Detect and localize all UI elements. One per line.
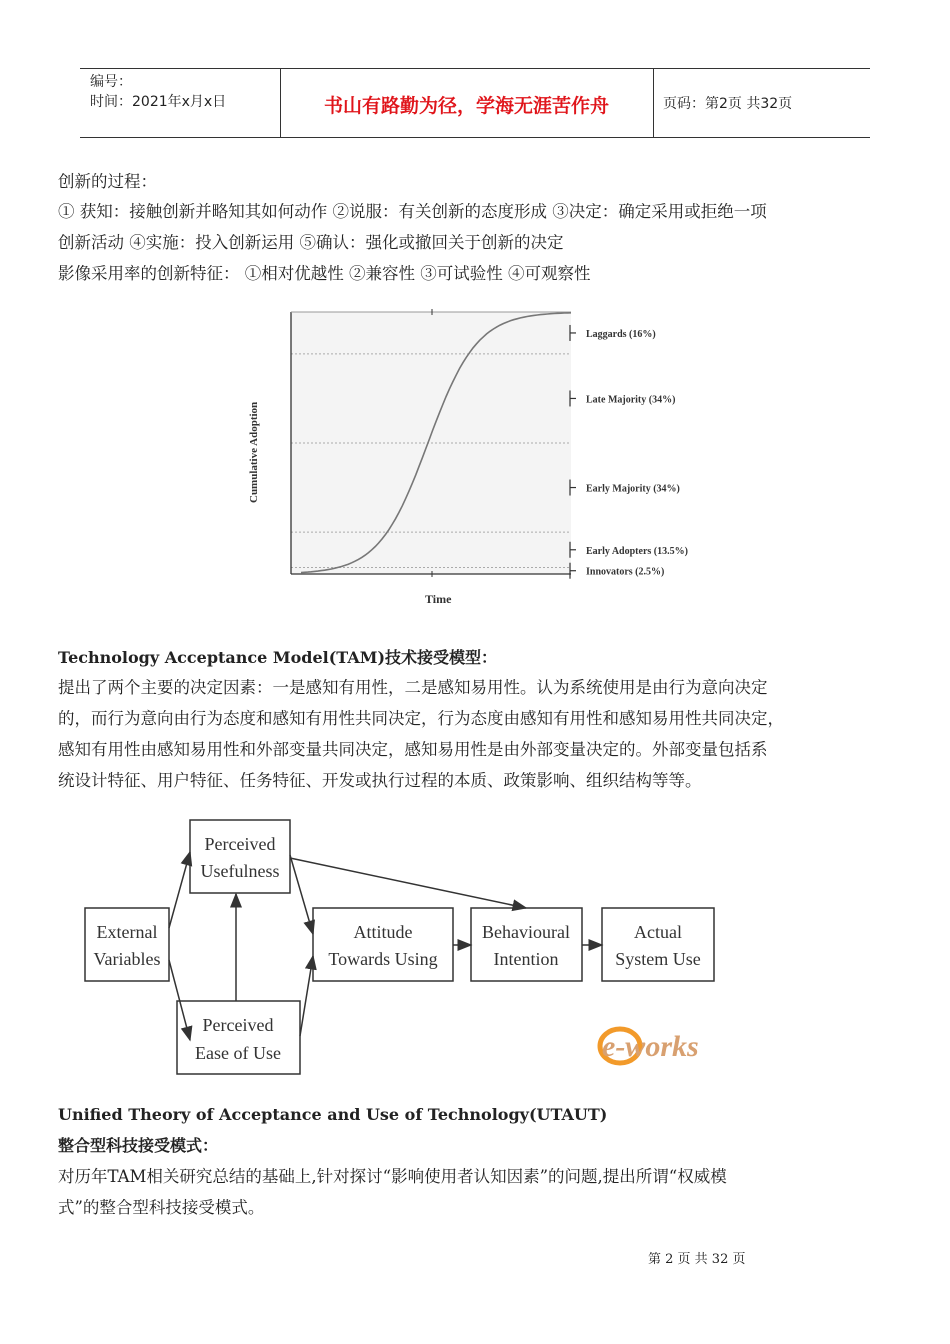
logo-text: e-works (602, 1030, 699, 1063)
paragraph-line: 式”的整合型科技接受模式。 (58, 1198, 265, 1217)
category-label: Innovators (2.5%) (586, 566, 665, 578)
tam-title: Technology Acceptance Model(TAM)技术接受模型： (58, 648, 498, 667)
perceived-ease-box (177, 1001, 300, 1074)
category-label: Laggards (16%) (586, 328, 656, 340)
behavioural-intention-box (471, 908, 582, 981)
number-label: 编号： (90, 74, 132, 90)
box-label: Usefulness (200, 861, 280, 881)
box-label: Attitude (353, 922, 413, 942)
y-axis-label: Cumulative Adoption (248, 401, 260, 503)
paragraph-line: ① 获知：接触创新并略知其如何动作 ②说服：有关创新的态度形成 ③决定：确定采用或拒绝一项 (58, 202, 767, 221)
box-label: Towards Using (328, 949, 438, 969)
category-label: Early Majority (34%) (586, 483, 680, 495)
x-axis-label: Time (425, 592, 452, 606)
arrow (300, 956, 313, 1036)
divider (653, 69, 654, 137)
paragraph-line: 影像采用率的创新特征： ①相对优越性 ②兼容性 ③可试验性 ④可观察性 (58, 264, 591, 283)
adoption-chart (240, 300, 710, 615)
utaut-subtitle: 整合型科技接受模式： (58, 1136, 219, 1155)
box-label: Ease of Use (195, 1043, 281, 1063)
page-header (80, 68, 870, 138)
paragraph-line: 对历年TAM相关研究总结的基础上,针对探讨“影响使用者认知因素”的问题,提出所谓“权威模 (58, 1167, 727, 1186)
section-title: 创新的过程： (58, 172, 157, 191)
arrow (169, 852, 190, 928)
header-left (90, 72, 226, 112)
attitude-box (313, 908, 453, 981)
box-label: Variables (93, 949, 161, 969)
paragraph-line: 提出了两个主要的决定因素：一是感知有用性，二是感知易用性。认为系统使用是由行为意向决定 (58, 678, 768, 697)
external-variables-box (85, 908, 169, 981)
box-label: System Use (615, 949, 701, 969)
category-label: Late Majority (34%) (586, 394, 676, 406)
utaut-title: Unified Theory of Acceptance and Use of Technology(UTAUT) (58, 1105, 608, 1124)
box-label: Actual (634, 922, 682, 942)
box-label: External (96, 922, 158, 942)
arrow (290, 858, 526, 908)
motto: 书山有路勤为径，学海无涯苦作舟 (323, 95, 609, 117)
box-label: Perceived (204, 834, 276, 854)
box-label: Behavioural (482, 922, 570, 942)
category-markers (570, 325, 688, 579)
paragraph-line: 的，而行为意向由行为态度和感知有用性共同决定，行为态度由感知有用性和感知易用性共同决定， (58, 709, 784, 728)
paragraph-line: 创新活动 ④实施：投入创新运用 ⑤确认：强化或撤回关于创新的决定 (58, 233, 564, 252)
arrow (290, 855, 313, 934)
time-label: 时间：2021年x月x日 (90, 94, 227, 110)
paragraph-line: 统设计特征、用户特征、任务特征、开发或执行过程的本质、政策影响、组织结构等等。 (58, 771, 702, 790)
tam-diagram (80, 810, 740, 1085)
page-info: 页码：第2页 共32页 (663, 96, 793, 112)
paragraph-line: 感知有用性由感知易用性和外部变量共同决定，感知易用性是由外部变量决定的。外部变量包括系 (58, 740, 768, 759)
category-label: Early Adopters (13.5%) (586, 545, 688, 557)
box-label: Perceived (202, 1015, 274, 1035)
perceived-usefulness-box (190, 820, 290, 893)
box-label: Intention (493, 949, 559, 969)
page-footer: 第 2 页 共 32 页 (648, 1252, 746, 1267)
actual-use-box (602, 908, 714, 981)
eworks-logo (600, 1029, 699, 1063)
